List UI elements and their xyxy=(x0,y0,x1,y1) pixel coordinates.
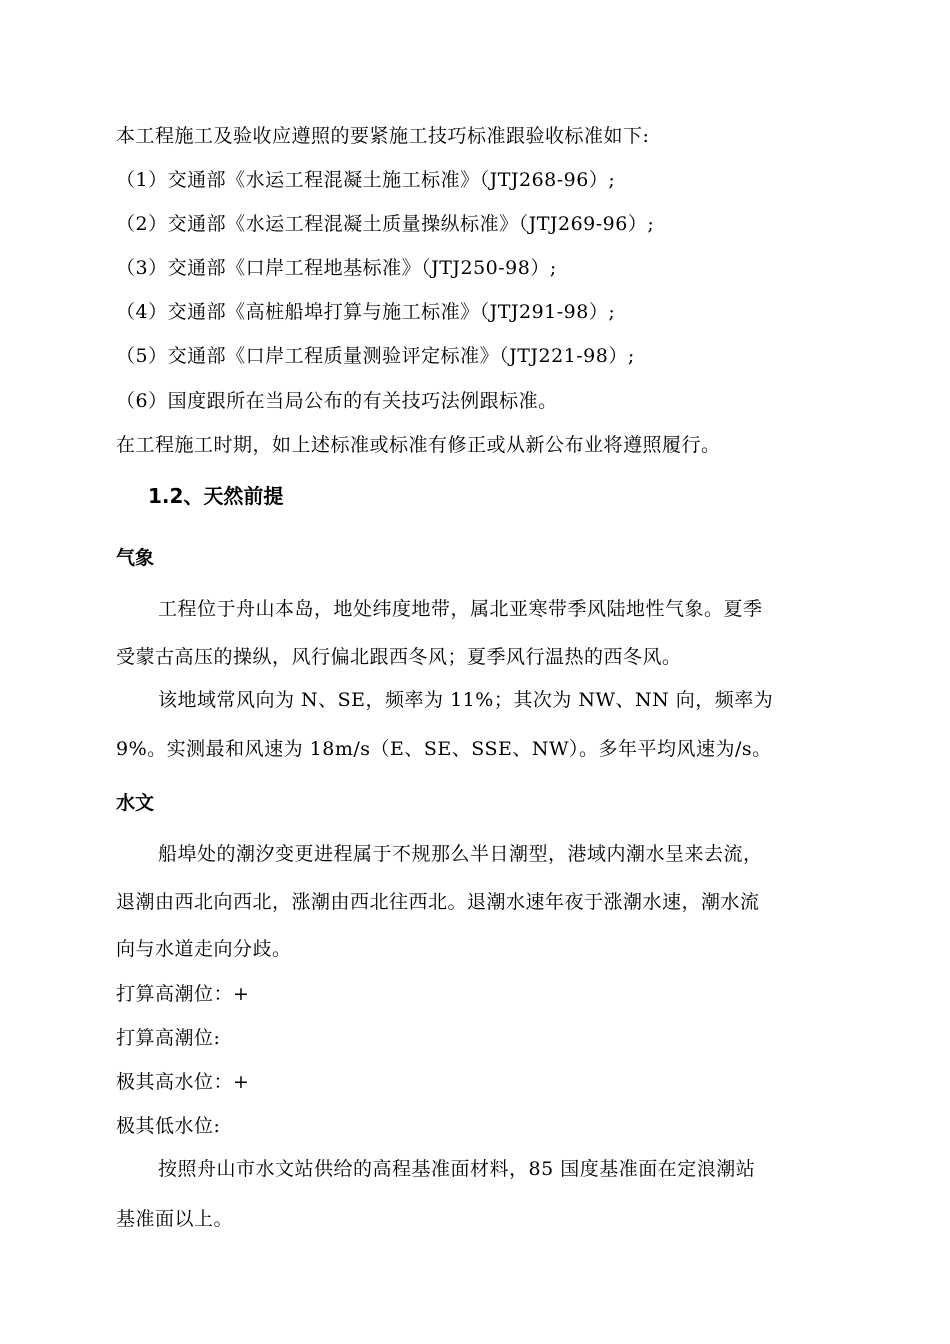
hydrology-paragraph-1-line-3: 向与水道走向分歧。 xyxy=(116,938,292,960)
extreme-low-water-level: 极其低水位: xyxy=(116,1115,221,1137)
weather-heading: 气象 xyxy=(116,547,155,569)
weather-paragraph-2-line-2: 9%。实测最和风速为 18m/s（E、SE、SSE、NW）。多年平均风速为/s。 xyxy=(116,738,772,760)
standard-item-3: （3）交通部《口岸工程地基标准》（JTJ250-98）; xyxy=(116,257,557,279)
section-heading: 1.2、天然前提 xyxy=(148,484,284,508)
hydrology-paragraph-1-line-1: 船埠处的潮汐变更进程属于不规那么半日潮型，港域内潮水呈来去流， xyxy=(158,843,763,865)
extreme-high-water-level: 极其高水位：+ xyxy=(116,1071,250,1093)
standard-item-6: （6）国度跟所在当局公布的有关技巧法例跟标准。 xyxy=(116,390,558,412)
hydrology-paragraph-1-line-2: 退潮由西北向西北，涨潮由西北往西北。退潮水速年夜于涨潮水速，潮水流 xyxy=(116,891,760,913)
weather-paragraph-1-line-2: 受蒙古高压的操纵，风行偏北跟西冬风；夏季风行温热的西冬风。 xyxy=(116,646,682,668)
standard-item-2: （2）交通部《水运工程混凝土质量操纵标准》（JTJ269-96）; xyxy=(116,213,655,235)
design-low-water-level: 打算高潮位: xyxy=(116,1027,221,1049)
standard-item-5: （5）交通部《口岸工程质量测验评定标准》（JTJ221-98）; xyxy=(116,345,635,367)
revision-note: 在工程施工时期，如上述标准或标准有修正或从新公布业将遵照履行。 xyxy=(116,434,721,456)
design-high-water-level: 打算高潮位：+ xyxy=(116,983,250,1005)
hydrology-heading: 水文 xyxy=(116,792,155,814)
intro-text: 本工程施工及验收应遵照的要紧施工技巧标准跟验收标准如下: xyxy=(116,125,650,147)
standard-item-4: （4）交通部《高桩船埠打算与施工标准》（JTJ291-98）; xyxy=(116,301,616,323)
standard-item-1: （1）交通部《水运工程混凝土施工标准》（JTJ268-96）; xyxy=(116,169,616,191)
weather-paragraph-2-line-1: 该地域常风向为 N、SE，频率为 11%；其次为 NW、NN 向，频率为 xyxy=(158,689,774,711)
hydrology-paragraph-2-line-2: 基准面以上。 xyxy=(116,1208,234,1230)
weather-paragraph-1-line-1: 工程位于舟山本岛，地处纬度地带，属北亚寒带季风陆地性气象。夏季 xyxy=(158,598,763,620)
hydrology-paragraph-2-line-1: 按照舟山市水文站供给的高程基准面材料，85 国度基准面在定浪潮站 xyxy=(158,1158,756,1180)
